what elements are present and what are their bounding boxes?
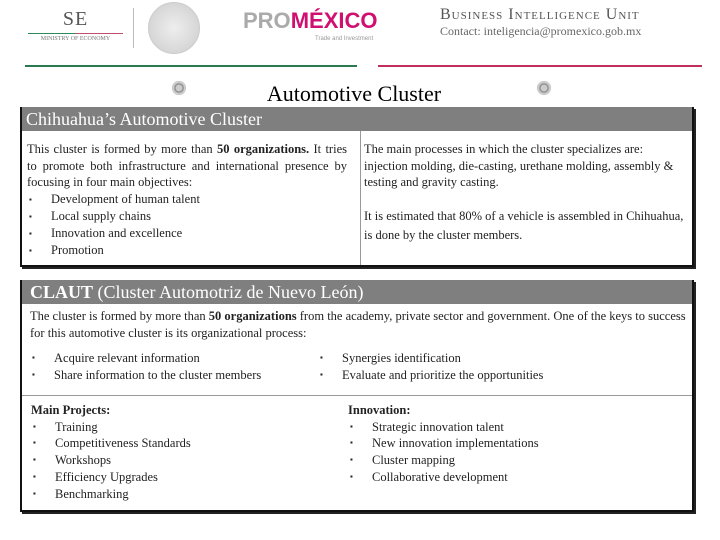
intro-text: This cluster is formed by more than [27,142,217,156]
section-divider [22,395,692,396]
heading-bold: CLAUT [30,282,94,302]
red-rule [378,65,702,67]
list-item: ▪ Share information to the cluster members [30,367,261,384]
chihuahua-right [364,141,684,245]
page-title: Automotive Cluster [266,81,442,106]
list-item: ▪ Strategic innovation talent [348,419,539,436]
promexico-logo [243,8,378,42]
chihuahua-left [27,141,347,259]
column-divider [360,131,361,265]
se-subtitle: MINISTRY OF ECONOMY [40,36,111,42]
green-rule [25,65,357,67]
se-logo [28,8,123,42]
logo-divider [133,8,134,48]
business-intelligence-unit [440,6,641,39]
list-item: ▪ Synergies identification [318,350,543,367]
intro-text: from the academy, private sector and government. One of the keys to success for this automotive cluster is its organizational process: [30,309,686,340]
claut-section [20,280,694,512]
promexico-tagline: Trade and Investment [315,36,374,42]
list-item: ▪ Innovation and excellence [27,225,347,242]
innovation [348,402,539,486]
intro-bold: 50 organizations [208,309,297,323]
intro-text: It tries to promote both infrastructure and international presence by focusing in four main objectives: [27,142,347,190]
section-heading [22,280,692,304]
promexico-pro: PRO [243,8,291,33]
contact-email: Contact: inteligencia@promexico.gob.mx [440,24,642,38]
list-item: ▪ Efficiency Upgrades [31,469,191,486]
process-list-right [318,350,543,383]
intro-bold: 50 organizations. [216,142,310,156]
mexico-seal-icon [148,2,200,54]
promexico-mexico: MÉXICO [290,8,378,33]
innovation-label: Innovation: [348,403,411,417]
list-item: ▪ Competitiveness Standards [31,435,191,452]
list-item: ▪ Collaborative development [348,469,539,486]
list-item: ▪ Promotion [27,242,347,259]
se-logo-text: SE [62,8,89,30]
estimate-text: It is estimated that 80% of a vehicle is assembled in Chihuahua, is done by the cluster members. [364,209,684,243]
processes-text: The main processes in which the cluster specializes are: injection molding, die-casting, urethane molding, assembly & testing and gravity casting. [364,142,674,190]
list-item: ▪ New innovation implementations [348,435,539,452]
process-list-left [30,350,261,383]
main-projects [31,402,191,502]
list-item: ▪ Workshops [31,452,191,469]
claut-intro [30,308,690,341]
list-item: ▪ Local supply chains [27,208,347,225]
list-item: ▪ Training [31,419,191,436]
unit-name: Business Intelligence Unit [440,6,640,23]
list-item: ▪ Evaluate and prioritize the opportunities [318,367,543,384]
chihuahua-section [20,107,694,267]
list-item: ▪ Cluster mapping [348,452,539,469]
intro-text: The cluster is formed by more than [30,309,209,323]
section-heading: Chihuahua’s Automotive Cluster [22,107,692,131]
list-item: ▪ Development of human talent [27,191,347,208]
list-item: ▪ Benchmarking [31,486,191,503]
list-item: ▪ Acquire relevant information [30,350,261,367]
projects-label: Main Projects: [31,403,111,417]
heading-rest: (Cluster Automotriz de Nuevo León) [93,282,364,302]
